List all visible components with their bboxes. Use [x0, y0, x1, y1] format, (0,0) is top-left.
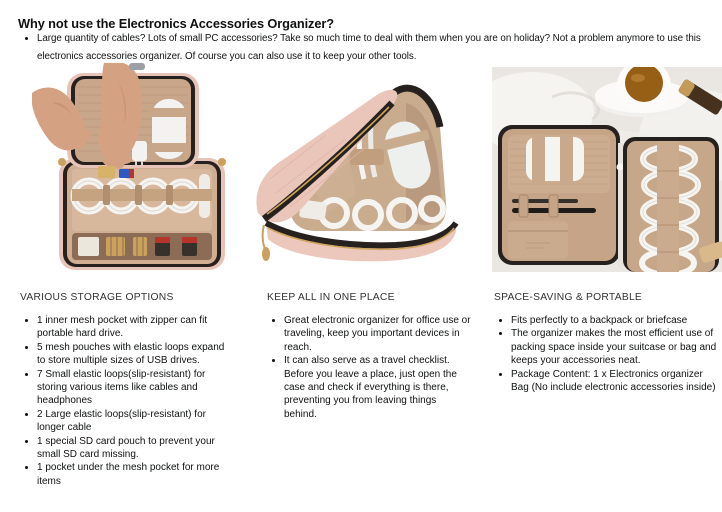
organizer-closeup-image — [492, 67, 722, 272]
column-heading: KEEP ALL IN ONE PLACE — [267, 292, 395, 303]
feature-bullet: • 1 special SD card pouch to prevent your small SD card missing. — [37, 435, 234, 462]
feature-bullet: • 1 pocket under the mesh pocket for more items — [37, 461, 234, 488]
feature-bullet: • Great electronic organizer for office use or traveling, keep you important devices in reach. — [284, 314, 471, 354]
column-heading: SPACE-SAVING & PORTABLE — [494, 292, 643, 303]
intro-list — [18, 30, 722, 67]
feature-column-portable — [492, 292, 718, 394]
organizer-closeup-illustration — [492, 67, 722, 272]
feature-bullet: • Package Content: 1 x Electronics organizer Bag (No include electronic accessories inside) — [511, 368, 718, 395]
feature-bullet: • 7 Small elastic loops(slip-resistant) for storing various items like cables and headphones — [37, 368, 234, 408]
feature-list — [18, 314, 234, 488]
feature-column-one-place — [265, 292, 471, 421]
column-heading: VARIOUS STORAGE OPTIONS — [20, 292, 174, 303]
page-title: Why not use the Electronics Accessories Organizer? — [18, 15, 334, 31]
feature-list — [265, 314, 471, 421]
intro-bullet: • Large quantity of cables? Lots of small PC accessories? Take so much time to deal with them when you are on holiday? Not a problem anymore to use this electronics accessories organizer. Of course you can also use it to keep your other tools. — [37, 30, 722, 67]
organizer-open-flat-image — [32, 63, 230, 273]
feature-bullet: • 1 inner mesh pocket with zipper can fit portable hard drive. — [37, 314, 234, 341]
feature-bullet: • It can also serve as a travel checklist. Before you leave a place, just open the case and check if everything is there, preventing you from leaving things behind. — [284, 354, 471, 421]
feature-bullet: • Fits perfectly to a backpack or briefcase — [511, 314, 718, 327]
feature-bullet: • The organizer makes the most efficient use of packing space inside your suitcase or bag and keeps your accessories neat. — [511, 327, 718, 367]
organizer-standing-open-illustration — [256, 63, 462, 272]
feature-bullet: • 5 mesh pouches with elastic loops expand to store multiple sizes of USB drives. — [37, 341, 234, 368]
organizer-open-flat-illustration — [32, 63, 230, 273]
feature-list — [492, 314, 718, 394]
feature-bullet: • 2 Large elastic loops(slip-resistant) for longer cable — [37, 408, 234, 435]
feature-column-storage — [18, 292, 234, 488]
organizer-standing-open-image — [256, 63, 462, 272]
